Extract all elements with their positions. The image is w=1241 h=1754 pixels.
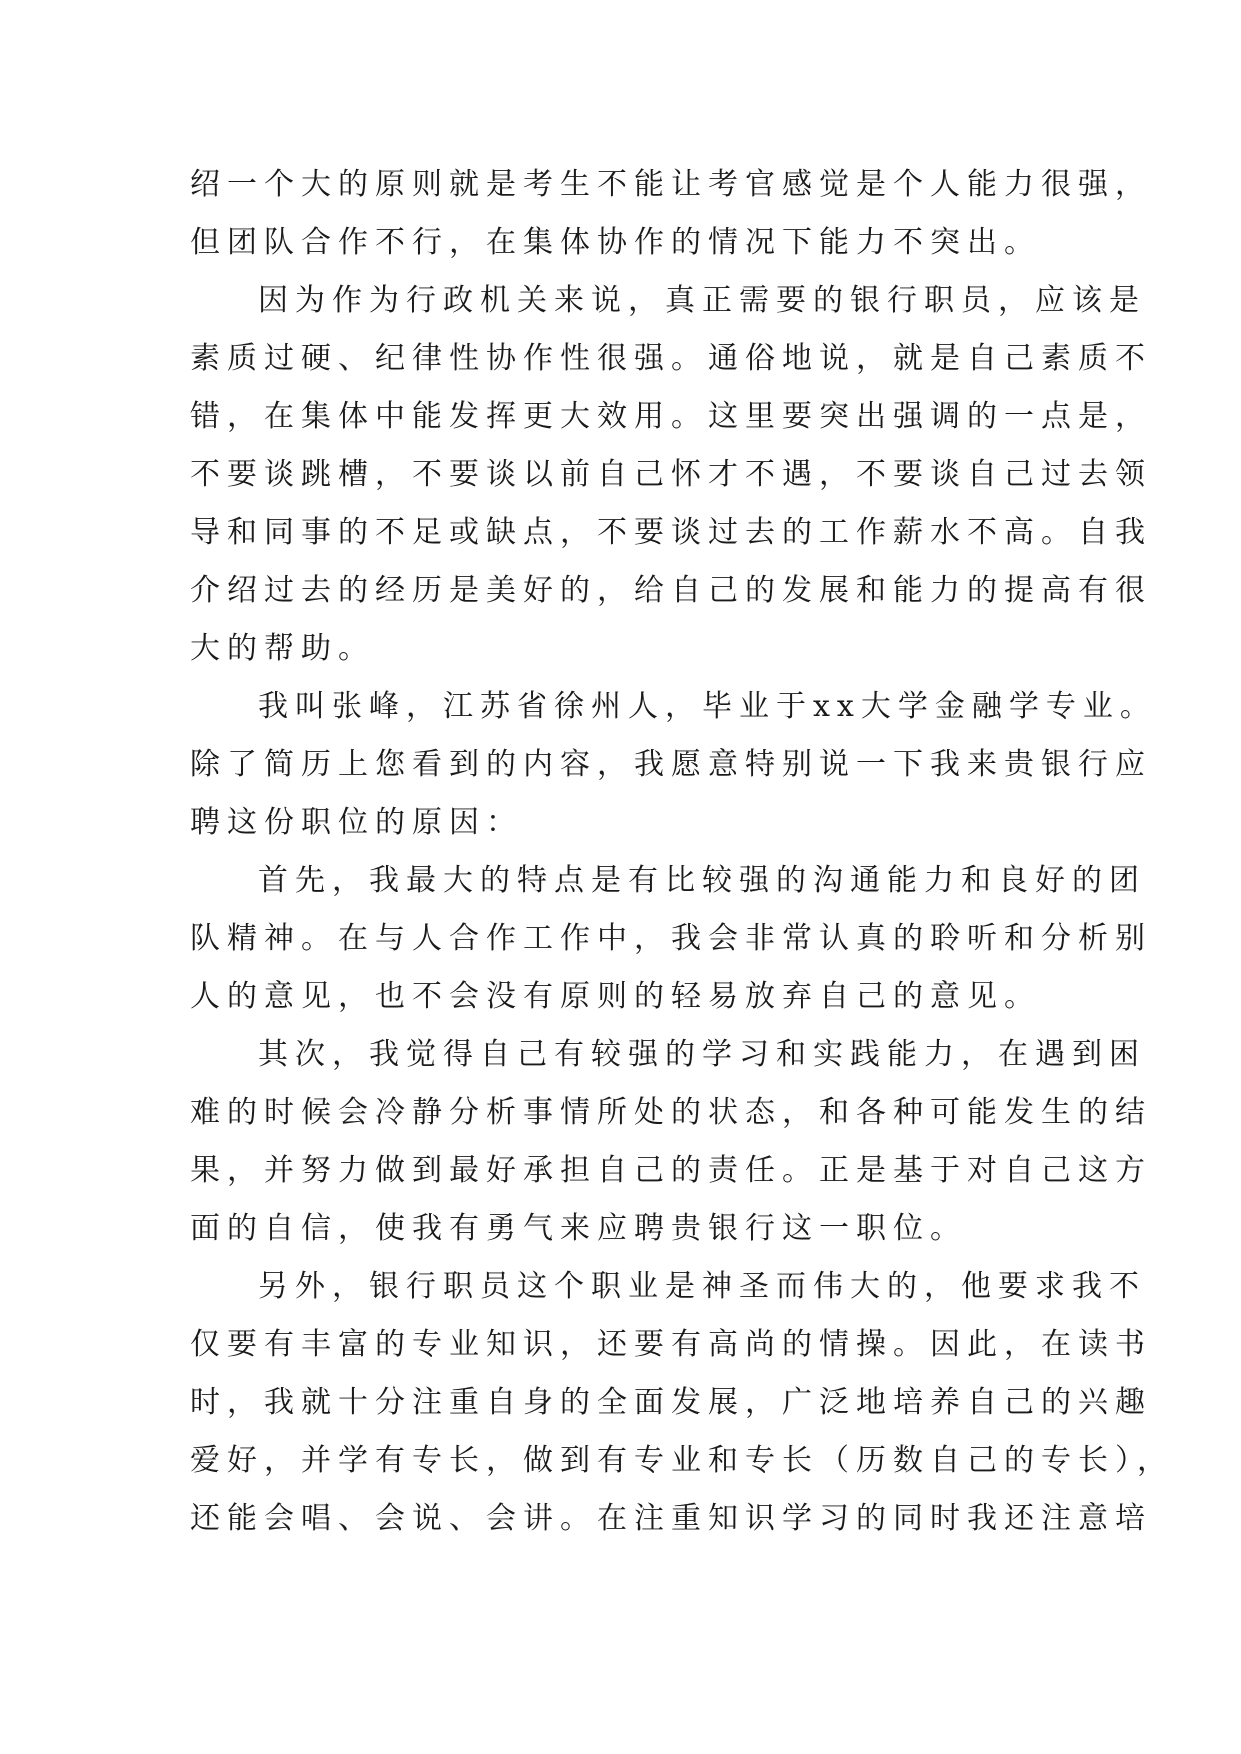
paragraph-start-line: 其次，我觉得自己有较强的学习和实践能力，在遇到困 <box>258 1037 1146 1072</box>
document-body <box>190 156 1174 1548</box>
paragraph-start-line: 因为作为行政机关来说，真正需要的银行职员，应该是 <box>258 283 1146 318</box>
paragraph-start-line: 另外，银行职员这个职业是神圣而伟大的，他要求我不 <box>258 1269 1146 1304</box>
text-line: 但团队合作不行，在集体协作的情况下能力不突出。 <box>190 225 1041 260</box>
text-line: 介绍过去的经历是美好的，给自己的发展和能力的提高有很 <box>190 573 1152 608</box>
text-line: 不要谈跳槽，不要谈以前自己怀才不遇，不要谈自己过去领 <box>190 457 1152 492</box>
text-line: 仅要有丰富的专业知识，还要有高尚的情操。因此，在读书 <box>190 1327 1152 1362</box>
text-line: 除了简历上您看到的内容，我愿意特别说一下我来贵银行应 <box>190 747 1152 782</box>
text-line: 难的时候会冷静分析事情所处的状态，和各种可能发生的结 <box>190 1095 1152 1130</box>
text-line: 爱好，并学有专长，做到有专业和专长（历数自己的专长）， <box>190 1443 1174 1478</box>
text-line: 大的帮助。 <box>190 631 375 666</box>
text-line: 队精神。在与人合作工作中，我会非常认真的聆听和分析别 <box>190 921 1152 956</box>
text-line: 错，在集体中能发挥更大效用。这里要突出强调的一点是， <box>190 399 1152 434</box>
text-line: 果，并努力做到最好承担自己的责任。正是基于对自己这方 <box>190 1153 1152 1188</box>
text-line: 时，我就十分注重自身的全面发展，广泛地培养自己的兴趣 <box>190 1385 1152 1420</box>
paragraph-start-line: 我叫张峰，江苏省徐州人，毕业于xx大学金融学专业。 <box>258 689 1157 724</box>
text-line: 素质过硬、纪律性协作性很强。通俗地说，就是自己素质不 <box>190 341 1152 376</box>
text-line: 聘这份职位的原因： <box>190 805 523 840</box>
text-line: 还能会唱、会说、会讲。在注重知识学习的同时我还注意培 <box>190 1501 1152 1536</box>
text-line: 面的自信，使我有勇气来应聘贵银行这一职位。 <box>190 1211 967 1246</box>
paragraph-start-line: 首先，我最大的特点是有比较强的沟通能力和良好的团 <box>258 863 1146 898</box>
text-line: 人的意见，也不会没有原则的轻易放弃自己的意见。 <box>190 979 1041 1014</box>
text-line: 导和同事的不足或缺点，不要谈过去的工作薪水不高。自我 <box>190 515 1152 550</box>
text-line: 绍一个大的原则就是考生不能让考官感觉是个人能力很强， <box>190 167 1152 202</box>
